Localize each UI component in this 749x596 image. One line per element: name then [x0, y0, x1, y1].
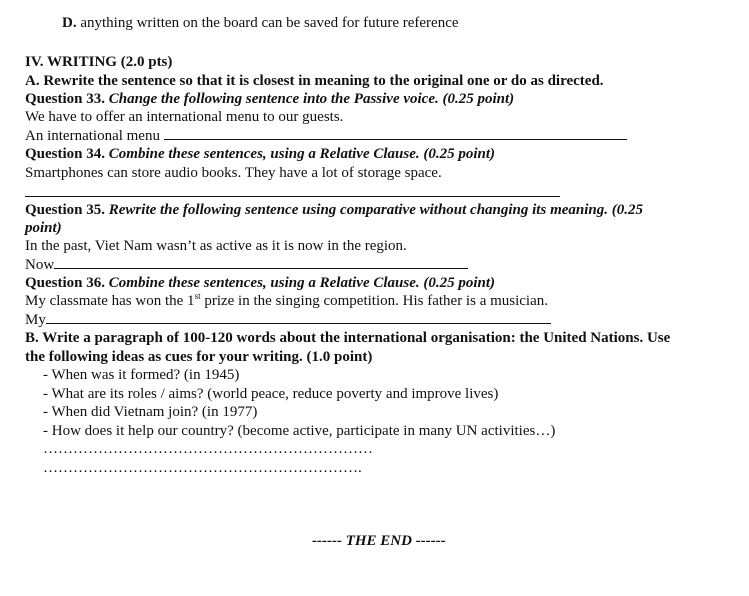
cue-item: - What are its roles / aims? (world peace, reduce poverty and improve lives) — [43, 386, 499, 402]
q34-sentence: Smartphones can store audio books. They have a lot of storage space. — [25, 165, 442, 181]
writing-dots-line-2[interactable]: ………………………………………………………. — [43, 460, 362, 476]
q34-instruction: Combine these sentences, using a Relative Clause. (0.25 point) — [105, 146, 496, 162]
cue-item: - When did Vietnam join? (in 1977) — [43, 404, 258, 420]
q36-sentence — [25, 292, 548, 310]
q33-starter: An international menu — [25, 128, 164, 144]
cue-item: - How does it help our country? (become active, participate in many UN activities…) — [43, 423, 556, 439]
part-b-line-2: the following ideas as cues for your writing. (1.0 point) — [25, 349, 373, 365]
q36-answer-line — [25, 311, 551, 329]
q35-instruction-1: Rewrite the following sentence using comparative without changing its meaning. (0.25 — [105, 202, 643, 218]
section-title: IV. WRITING (2.0 pts) — [25, 54, 173, 70]
option-d-text: anything written on the board can be saved for future reference — [76, 15, 459, 31]
q36-sentence-post: prize in the singing competition. His father is a musician. — [200, 293, 549, 309]
q36-sentence-pre: My classmate has won the 1 — [25, 293, 195, 309]
q35-answer-line — [25, 256, 468, 274]
q35-label: Question 35. — [25, 202, 106, 218]
option-d — [62, 14, 459, 32]
q36-starter: My — [25, 312, 46, 328]
q35-sentence: In the past, Viet Nam wasn’t as active as it is now in the region. — [25, 238, 407, 254]
part-b-line-1: B. Write a paragraph of 100-120 words about the international organisation: the United Nations. Use — [25, 330, 671, 346]
q35-starter: Now — [25, 257, 55, 273]
cue-item: - When was it formed? (in 1945) — [43, 367, 240, 383]
end-marker: ------ THE END ------ — [312, 533, 446, 549]
q34-answer-blank[interactable] — [25, 196, 560, 197]
q33-heading — [25, 90, 514, 108]
q35-instruction-2: point) — [25, 220, 62, 236]
q33-answer-blank[interactable] — [164, 127, 627, 140]
q34-label: Question 34. — [25, 146, 106, 162]
q36-label: Question 36. — [25, 275, 106, 291]
q34-heading — [25, 145, 495, 163]
q35-heading — [25, 201, 643, 219]
q36-instruction: Combine these sentences, using a Relative Clause. (0.25 point) — [105, 275, 496, 291]
q33-answer-line — [25, 127, 627, 145]
q36-sentence-sup: st — [194, 291, 201, 301]
q36-answer-blank[interactable] — [46, 311, 551, 324]
writing-dots-line-1[interactable]: ………………………………………………………… — [43, 441, 373, 457]
q33-instruction: Change the following sentence into the Passive voice. (0.25 point) — [105, 91, 515, 107]
part-a-title: A. Rewrite the sentence so that it is closest in meaning to the original one or do as directed. — [25, 73, 604, 89]
q35-answer-blank[interactable] — [54, 256, 468, 269]
option-d-letter: D. — [62, 15, 77, 31]
q36-heading — [25, 274, 495, 292]
q33-sentence: We have to offer an international menu to our guests. — [25, 109, 344, 125]
q33-label: Question 33. — [25, 91, 106, 107]
